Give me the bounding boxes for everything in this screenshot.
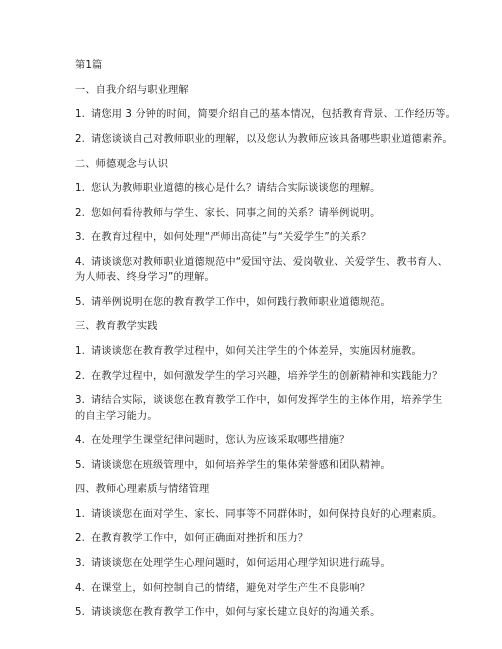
list-item bbox=[75, 434, 462, 447]
section-title-1: 一、自我介绍与职业理解 bbox=[75, 85, 189, 96]
list-item-continuation: 的自主学习能力。 bbox=[75, 411, 158, 422]
item-number: 3. bbox=[75, 558, 86, 569]
item-number: 3. bbox=[75, 395, 86, 406]
item-number: 5. bbox=[75, 297, 86, 308]
item-text: 请举例说明在您的教育教学工作中，如何践行教师职业道德规范。 bbox=[91, 297, 391, 308]
item-number: 4. bbox=[75, 435, 86, 446]
list-item bbox=[75, 557, 462, 570]
item-text: 在课堂上，如何控制自己的情绪，避免对学生产生不良影响？ bbox=[91, 583, 371, 594]
item-number: 4. bbox=[75, 583, 86, 594]
item-text: 请谈谈您对教师职业道德规范中“爱国守法、爱岗敬业、关爱学生、教书育人、 bbox=[91, 257, 448, 268]
item-text: 请您谈谈自己对教师职业的理解，以及您认为教师应该具备哪些职业道德素养。 bbox=[91, 134, 453, 145]
list-item bbox=[75, 207, 462, 220]
list-item bbox=[75, 606, 462, 619]
item-text: 请您用 3 分钟的时间，简要介绍自己的基本情况，包括教育背景、工作经历等。 bbox=[91, 109, 456, 120]
list-item bbox=[75, 582, 462, 595]
item-text: 在处理学生课堂纪律问题时，您认为应该采取哪些措施？ bbox=[91, 435, 350, 446]
list-item bbox=[75, 256, 462, 269]
item-number: 2. bbox=[75, 371, 86, 382]
list-item bbox=[75, 296, 462, 309]
item-number: 5. bbox=[75, 607, 86, 618]
item-text: 请谈谈您在教育教学过程中，如何关注学生的个体差异，实施因材施教。 bbox=[91, 346, 422, 357]
item-text: 请谈谈您在面对学生、家长、同事等不同群体时，如何保持良好的心理素质。 bbox=[91, 509, 443, 520]
list-item bbox=[75, 182, 462, 195]
section-title-4: 四、教师心理素质与情绪管理 bbox=[75, 484, 210, 495]
item-number: 2. bbox=[75, 533, 86, 544]
item-number: 4. bbox=[75, 257, 86, 268]
item-text: 在教学过程中，如何激发学生的学习兴趣，培养学生的创新精神和实践能力？ bbox=[91, 371, 443, 382]
item-number: 1. bbox=[75, 346, 86, 357]
list-item bbox=[75, 133, 462, 146]
list-item bbox=[75, 231, 462, 244]
list-item bbox=[75, 108, 462, 121]
item-text: 请结合实际，谈谈您在教育教学工作中，如何发挥学生的主体作用，培养学生 bbox=[91, 395, 443, 406]
item-number: 1. bbox=[75, 509, 86, 520]
list-item bbox=[75, 532, 462, 545]
item-text: 在教育教学工作中，如何正确面对挫折和压力？ bbox=[91, 533, 309, 544]
part-title: 第1篇 bbox=[75, 60, 103, 71]
item-number: 1. bbox=[75, 183, 86, 194]
item-number: 5. bbox=[75, 460, 86, 471]
list-item bbox=[75, 508, 462, 521]
item-text: 请谈谈您在教育教学工作中，如何与家长建立良好的沟通关系。 bbox=[91, 607, 381, 618]
item-number: 2. bbox=[75, 208, 86, 219]
section-title-2: 二、师德观念与认识 bbox=[75, 159, 169, 170]
item-number: 2. bbox=[75, 134, 86, 145]
list-item bbox=[75, 394, 462, 407]
list-item-continuation: 为人师表、终身学习”的理解。 bbox=[75, 272, 215, 283]
item-text: 请谈谈您在班级管理中，如何培养学生的集体荣誉感和团队精神。 bbox=[91, 460, 391, 471]
list-item bbox=[75, 459, 462, 472]
item-number: 3. bbox=[75, 232, 86, 243]
item-text: 您认为教师职业道德的核心是什么？请结合实际谈谈您的理解。 bbox=[91, 183, 381, 194]
item-text: 在教育过程中，如何处理“严师出高徒”与“关爱学生”的关系？ bbox=[91, 232, 372, 243]
item-text: 请谈谈您在处理学生心理问题时，如何运用心理学知识进行疏导。 bbox=[91, 558, 391, 569]
item-text: 您如何看待教师与学生、家长、同事之间的关系？请举例说明。 bbox=[91, 208, 381, 219]
section-title-3: 三、教育教学实践 bbox=[75, 321, 158, 332]
list-item bbox=[75, 370, 462, 383]
item-number: 1. bbox=[75, 109, 86, 120]
list-item bbox=[75, 345, 462, 358]
